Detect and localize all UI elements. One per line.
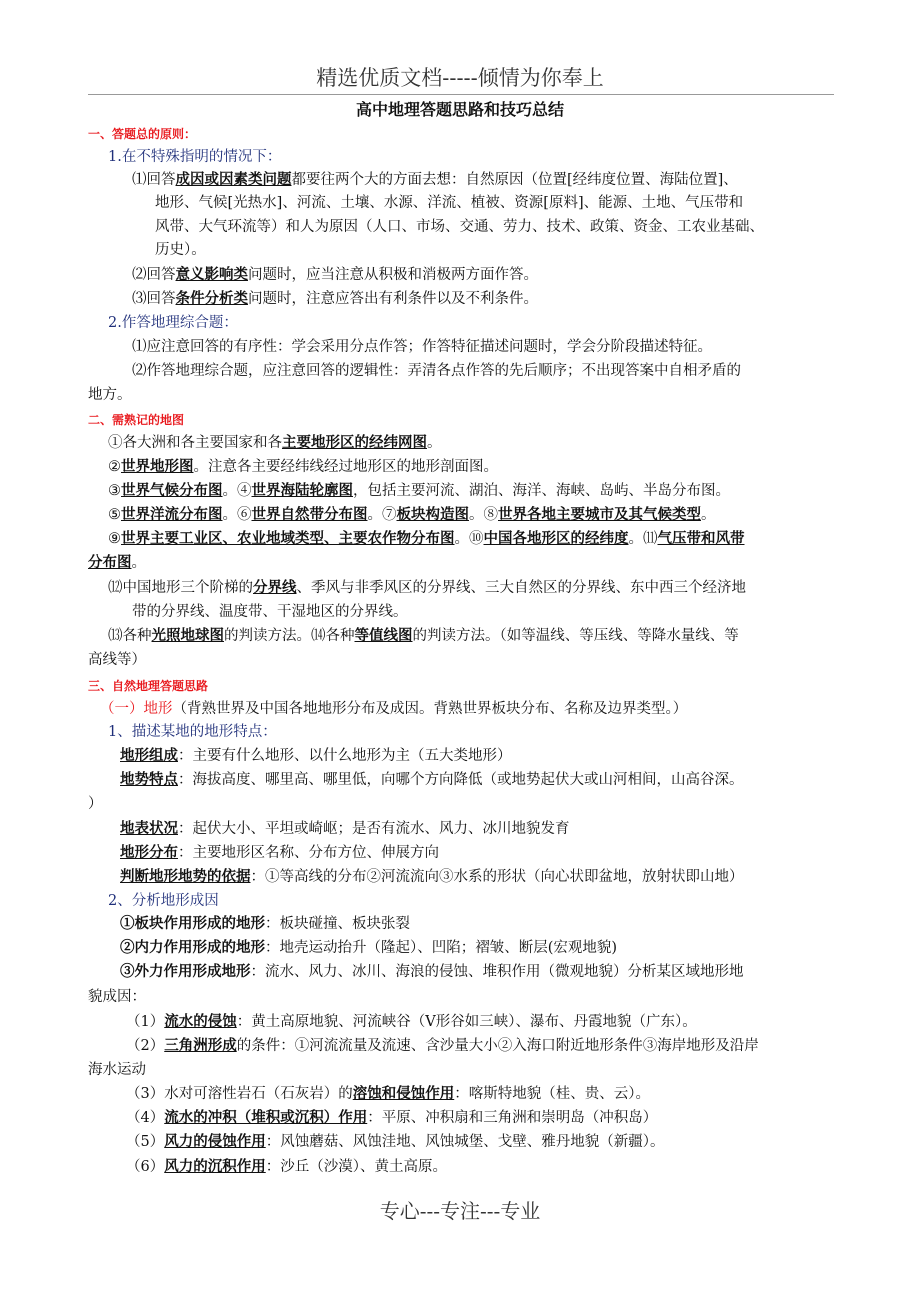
sec1-sub2: 2.作答地理综合题： [108,315,238,331]
sec3-sub2: 2、分析地形成因 [108,893,219,909]
sec1-q1: ⑴应注意回答的有序性：学会采用分点作答；作答特征描述问题时，学会分阶段描述特征。 [132,339,712,355]
cause-internal: ②内力作用形成的地形：地壳运动抬升（隆起）、凹陷；褶皱、断层(宏观地貌) [120,939,618,956]
map-item-5-8: ⑤世界洋流分布图。⑥世界自然带分布图。⑦板块构造图。⑧世界各地主要城市及其气候类型。 [108,506,716,523]
sec1-sub1: 1.在不特殊指明的情况下： [108,149,282,165]
header-rule [88,94,834,95]
map-item-3-4: ③世界气候分布图。④世界海陆轮廓图，包括主要河流、湖泊、海洋、海峡、岛屿、半岛分布图。 [108,482,730,499]
feature-composition: 地形组成：主要有什么地形、以什么地形为主（五大类地形） [120,747,512,764]
keyword: 条件分析类 [175,290,248,307]
topic-landform: （一）地形（背熟世界及中国各地地形分布及成因。背熟世界板块分布、名称及边界类型。） [100,701,688,717]
cause-external: ③外力作用形成地形：流水、风力、冰川、海浪的侵蚀、堆积作用（微观地貌）分析某区域地形地 [120,963,744,980]
sec1-p1-line2: 地形、气候[光热水]、河流、土壤、水源、洋流、植被、资源[原料]、能源、土地、气压带和 [155,195,744,211]
keyword: 意义影响类 [175,266,248,283]
section-1-heading: 一、答题总的原则： [88,127,197,141]
example-6: （6）风力的沉积作用：沙丘（沙漠）、黄土高原。 [126,1158,447,1175]
example-2-line2: 海水运动 [88,1062,146,1078]
example-1: （1）流水的侵蚀：黄土高原地貌、河流峡谷（V形谷如三峡）、瀑布、丹霞地貌（广东）。 [126,1013,697,1030]
sec1-q2-line2: 地方。 [88,387,132,403]
feature-relief-line2: ） [88,796,103,812]
map-item-12-line2: 带的分界线、温度带、干湿地区的分界线。 [132,604,408,620]
map-item-11-line2: 分布图。 [88,554,146,571]
map-item-14-line2: 高线等） [88,652,146,668]
keyword: 成因或因素类问题 [175,171,292,188]
map-item-13-14: ⒀各种光照地球图的判读方法。⒁各种等值线图的判读方法。（如等温线、等压线、等降水量线、等 [108,627,739,644]
cause-external-line2: 貌成因： [88,989,146,1005]
example-2: （2）三角洲形成的条件：①河流流量及流速、含沙量大小②入海口附近地形条件③海岸地形及沿岸 [126,1037,759,1054]
sec1-p3: ⑶回答条件分析类问题时，注意应答出有利条件以及不利条件。 [132,290,538,307]
page-footer: 专心---专注---专业 [379,1199,541,1223]
document-title: 高中地理答题思路和技巧总结 [355,100,564,119]
map-item-12: ⑿中国地形三个阶梯的分界线、季风与非季风区的分界线、三大自然区的分界线、东中西三个经济地 [108,579,746,596]
sec1-p2: ⑵回答意义影响类问题时，应当注意从积极和消极两方面作答。 [132,266,538,283]
feature-relief: 地势特点：海拔高度、哪里高、哪里低，向哪个方向降低（或地势起伏大或山河相间，山高谷深。 [120,771,744,788]
sec1-q2: ⑵作答地理综合题，应注意回答的逻辑性：弄清各点作答的先后顺序；不出现答案中自相矛盾的 [132,363,741,379]
map-item-2: ②世界地形图。注意各主要经纬线经过地形区的地形剖面图。 [108,458,498,475]
example-3: （3）水对可溶性岩石（石灰岩）的溶蚀和侵蚀作用：喀斯特地貌（桂、贵、云）。 [126,1085,650,1102]
example-4: （4）流水的冲积（堆积或沉积）作用：平原、冲积扇和三角洲和崇明岛（冲积岛） [126,1109,658,1126]
sec1-p1: ⑴回答成因或因素类问题都要往两个大的方面去想：自然原因（位置[经纬度位置、海陆位置]、 [132,171,738,188]
map-item-1: ①各大洲和各主要国家和各主要地形区的经纬网图。 [108,434,442,451]
sec1-p1-line4: 历史）。 [155,242,206,258]
map-item-9-11: ⑨世界主要工业区、农业地域类型、主要农作物分布图。⑩中国各地形区的经纬度。⑾气压带和风带 [108,530,745,547]
section-3-heading: 三、自然地理答题思路 [88,679,209,693]
section-2-heading: 二、需熟记的地图 [88,413,185,427]
cause-plate: ①板块作用形成的地形：板块碰撞、板块张裂 [120,915,410,932]
feature-basis: 判断地形地势的依据：①等高线的分布②河流流向③水系的形状（向心状即盆地，放射状即山地） [120,868,744,885]
page-header: 精选优质文档-----倾情为你奉上 [316,66,604,90]
sec1-p1-line3: 风带、大气环流等）和人为原因（人口、市场、交通、劳力、技术、政策、资金、工农业基础、 [155,219,764,235]
sec3-sub1: 1、描述某地的地形特点： [108,724,277,740]
example-5: （5）风力的侵蚀作用：风蚀蘑菇、风蚀洼地、风蚀城堡、戈壁、雅丹地貌（新疆）。 [126,1133,665,1150]
feature-distribution: 地形分布：主要地形区名称、分布方位、伸展方向 [120,844,439,861]
feature-surface: 地表状况：起伏大小、平坦或崎岖；是否有流水、风力、冰川地貌发育 [120,820,570,837]
